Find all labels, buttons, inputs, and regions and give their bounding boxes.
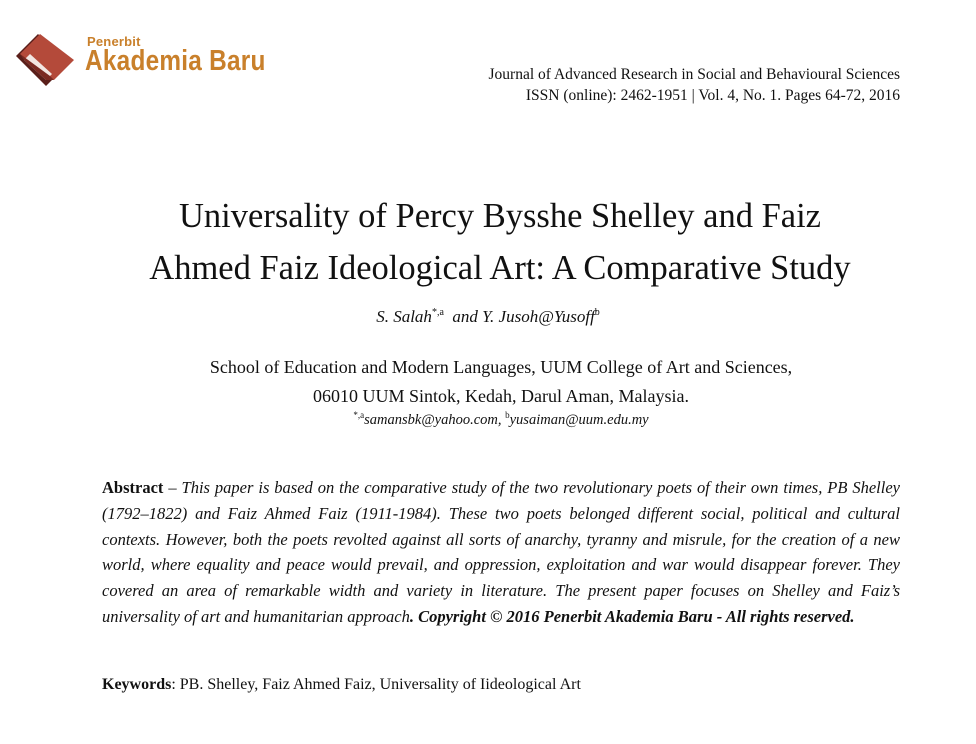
- abstract: [102, 475, 900, 630]
- abstract-body: This paper is based on the comparative study of the two revolutionary poets of their own times, PB Shelley (1792–1822) and Faiz Ahmed Faiz (1911-1984). These two poets belonged different social, political and cultural contexts. However, both the poets revolted against all sorts of anarchy, tyranny and misrule, for the creation of a new world, where equality and peace would prevail, and oppression, exploitation and war would disappear forever. They covered an area of remarkable width and variety in literature. The present paper focuses on Shelley and Faiz’s universality of art and humanitarian approach: [102, 478, 900, 626]
- email-1[interactable]: samansbk@yahoo.com,: [364, 412, 502, 428]
- title-line-2: Ahmed Faiz Ideological Art: A Comparative Study: [149, 249, 851, 287]
- journal-header: [489, 64, 900, 106]
- author-2-affil-mark: b: [594, 307, 600, 318]
- abstract-heading: Abstract: [102, 478, 164, 497]
- affiliation: [0, 353, 976, 411]
- author-2: Y. Jusoh@Yusoff: [482, 307, 595, 326]
- author-emails: [0, 410, 976, 429]
- affiliation-line-2: 06010 UUM Sintok, Kedah, Darul Aman, Malaysia.: [313, 386, 689, 406]
- logo-small-text: Penerbit: [87, 34, 141, 49]
- copyright-notice: . Copyright © 2016 Penerbit Akademia Baru - All rights reserved.: [409, 606, 855, 626]
- affiliation-line-1: School of Education and Modern Languages, UUM College of Art and Sciences,: [209, 357, 793, 377]
- email-2-mark: b: [505, 410, 510, 420]
- title-line-1: Universality of Percy Bysshe Shelley and Faiz: [179, 197, 821, 235]
- abstract-dash: –: [163, 478, 182, 497]
- journal-name: Journal of Advanced Research in Social and Behavioural Sciences: [488, 66, 900, 83]
- author-1: S. Salah: [376, 307, 432, 326]
- email-1-mark: *,a: [353, 410, 365, 420]
- keywords-text: : PB. Shelley, Faiz Ahmed Faiz, Universality of Iideological Art: [171, 676, 581, 693]
- authors: [0, 307, 976, 327]
- journal-issn: ISSN (online): 2462-1951 | Vol. 4, No. 1. Pages 64-72, 2016: [525, 87, 900, 104]
- publisher-logo: [12, 28, 282, 92]
- email-2[interactable]: yusaiman@uum.edu.my: [509, 412, 649, 428]
- logo-brand-text: Akademia Baru: [85, 45, 266, 77]
- paper-title: [60, 190, 940, 294]
- book-logo-icon: [12, 30, 84, 88]
- keywords: [102, 676, 581, 694]
- authors-and: and: [452, 307, 478, 326]
- author-1-affil-mark: *,a: [431, 307, 444, 318]
- keywords-label: Keywords: [102, 676, 172, 693]
